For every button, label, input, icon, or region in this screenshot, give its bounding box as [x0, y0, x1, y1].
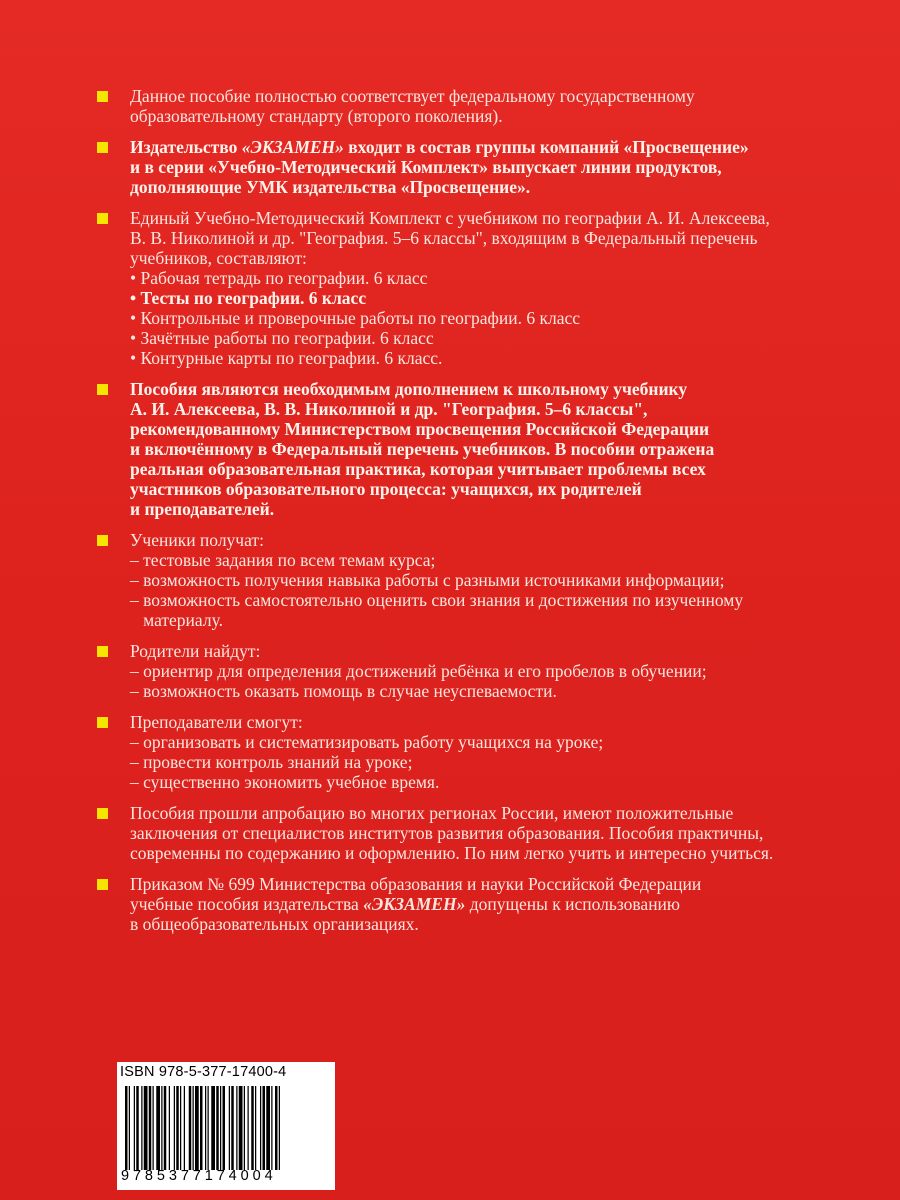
text-line: Данное пособие полностью соответствует федеральному государственному [130, 86, 695, 106]
info-block-publisher [97, 137, 877, 197]
barcode-stripe [266, 1086, 270, 1170]
barcode-stripe [149, 1086, 152, 1170]
barcode-stripe [223, 1086, 226, 1170]
text-line: Ученики получат: [130, 530, 264, 550]
barcode-stripe [279, 1086, 280, 1170]
text-line: материалу. [130, 610, 223, 630]
barcode-stripe [125, 1086, 128, 1170]
text-line: – тестовые задания по всем темам курса; [130, 550, 436, 570]
yellow-square-bullet-icon [97, 213, 108, 224]
barcode-stripe [134, 1086, 135, 1170]
barcode-stripe [193, 1086, 194, 1170]
barcode-stripe [260, 1086, 261, 1170]
list-item-current: • Тесты по географии. 6 класс [130, 288, 367, 308]
barcode-stripe [169, 1086, 170, 1170]
barcode-stripe [174, 1086, 175, 1170]
text-line: и преподавателей. [130, 499, 275, 519]
list-item: • Зачётные работы по географии. 6 класс [130, 328, 434, 348]
barcode-stripe [251, 1086, 254, 1170]
barcode-stripe [271, 1086, 272, 1170]
list-item: • Рабочая тетрадь по географии. 6 класс [130, 268, 428, 288]
yellow-square-bullet-icon [97, 646, 108, 657]
text-line: и включённому в Федеральный перечень учебников. В пособии отражена [130, 439, 715, 459]
text-line: Единый Учебно-Методический Комплект с учебником по географии А. И. Алексеева, [130, 208, 770, 228]
barcode-stripe [231, 1086, 234, 1170]
barcode-stripe [211, 1086, 215, 1170]
text-line: – провести контроль знаний на уроке; [130, 752, 413, 772]
barcode-stripe [144, 1086, 148, 1170]
text-line: Пособия являются необходимым дополнением к школьному учебнику [130, 379, 688, 399]
barcode-stripe [195, 1086, 199, 1170]
barcode-stripe [153, 1086, 154, 1170]
text-fragment: входит в состав группы компаний «Просвещение» [343, 137, 749, 157]
text-line: Пособия прошли апробацию во многих регионах России, имеют положительные [130, 803, 734, 823]
info-block-standard [97, 86, 877, 126]
isbn-number: ISBN 978-5-377-17400-4 [120, 1064, 287, 1080]
text-line: – организовать и систематизировать работу учащихся на уроке; [130, 732, 604, 752]
barcode-stripe [208, 1086, 209, 1170]
barcode-stripe [255, 1086, 256, 1170]
barcode-stripe [244, 1086, 245, 1170]
text-line: – возможность самостоятельно оценить свои знания и достижения по изученному [130, 590, 744, 610]
list-item: • Контурные карты по географии. 6 класс. [130, 348, 443, 368]
barcode-stripe [236, 1086, 237, 1170]
yellow-square-bullet-icon [97, 879, 108, 890]
barcode-stripe [136, 1086, 139, 1170]
barcode-icon [125, 1086, 327, 1170]
text-line: – возможность оказать помощь в случае неуспеваемости. [130, 681, 557, 701]
yellow-square-bullet-icon [97, 142, 108, 153]
publisher-brand: «ЭКЗАМЕН» [241, 137, 344, 157]
barcode-digits: 9785377174004 [121, 1168, 277, 1184]
publisher-brand: «ЭКЗАМЕН» [363, 894, 466, 914]
cover-text [97, 86, 877, 945]
text-line: А. И. Алексеева, В. В. Николиной и др. "География. 5–6 классы", [130, 399, 648, 419]
text-line: Родители найдут: [130, 641, 261, 661]
text-line: в общеобразовательных организациях. [130, 914, 419, 934]
list-item: • Контрольные и проверочные работы по географии. 6 класс [130, 308, 581, 328]
yellow-square-bullet-icon [97, 384, 108, 395]
barcode-stripe [263, 1086, 266, 1170]
text-line: – возможность получения навыка работы с разными источниками информации; [130, 570, 725, 590]
yellow-square-bullet-icon [97, 535, 108, 546]
barcode-stripe [239, 1086, 243, 1170]
text-line: современны по содержанию и оформлению. По ним легко учить и интересно учиться. [130, 843, 774, 863]
barcode-stripe [189, 1086, 192, 1170]
text-line: и в серии «Учебно-Методический Комплект» выпускает линии продуктов, [130, 157, 722, 177]
text-fragment: учебные пособия издательства [130, 894, 364, 914]
text-line: реальная образовательная практика, которая учитывает проблемы всех [130, 459, 706, 479]
info-block-approbation [97, 803, 877, 863]
barcode-stripe [275, 1086, 278, 1170]
umk-product-list [130, 268, 877, 368]
text-fragment: допущены к использованию [465, 894, 681, 914]
barcode-stripe [248, 1086, 249, 1170]
barcode-stripe [200, 1086, 203, 1170]
text-line [130, 894, 877, 914]
yellow-square-bullet-icon [97, 717, 108, 728]
yellow-square-bullet-icon [97, 91, 108, 102]
barcode-stripe [220, 1086, 221, 1170]
text-line: В. В. Николиной и др. "География. 5–6 классы", входящим в Федеральный перечень [130, 228, 758, 248]
text-line: участников образовательного процесса: учащихся, их родителей [130, 479, 642, 499]
info-block-students [97, 530, 877, 630]
text-line: дополняющие УМК издательства «Просвещение». [130, 177, 531, 197]
barcode-stripe [229, 1086, 230, 1170]
barcode-stripe [156, 1086, 160, 1170]
barcode-stripe [129, 1086, 130, 1170]
info-block-teachers [97, 712, 877, 792]
text-line: образовательному стандарту (второго поколения). [130, 106, 503, 126]
barcode-stripe [184, 1086, 185, 1170]
text-line: заключения от специалистов институтов развития образования. Пособия практичны, [130, 823, 764, 843]
info-block-order [97, 874, 877, 934]
barcode-stripe [164, 1086, 167, 1170]
text-line: рекомендованному Министерством просвещения Российской Федерации [130, 419, 710, 439]
text-line: – ориентир для определения достижений ребёнка и его пробелов в обучении; [130, 661, 707, 681]
text-line: Преподаватели смогут: [130, 712, 303, 732]
text-line [130, 137, 877, 157]
barcode-stripe [205, 1086, 206, 1170]
yellow-square-bullet-icon [97, 808, 108, 819]
info-block-umk [97, 208, 877, 368]
barcode-stripe [180, 1086, 181, 1170]
info-block-supplement [97, 379, 877, 519]
text-line: Приказом № 699 Министерства образования и науки Российской Федерации [130, 874, 702, 894]
text-line: – существенно экономить учебное время. [130, 772, 440, 792]
barcode-stripe [216, 1086, 219, 1170]
barcode-stripe [176, 1086, 179, 1170]
barcode-stripe [141, 1086, 142, 1170]
text-fragment: Издательство [130, 137, 242, 157]
text-line: учебников, составляют: [130, 248, 307, 268]
info-block-parents [97, 641, 877, 701]
isbn-barcode-box [117, 1062, 335, 1190]
barcode-stripe [161, 1086, 162, 1170]
